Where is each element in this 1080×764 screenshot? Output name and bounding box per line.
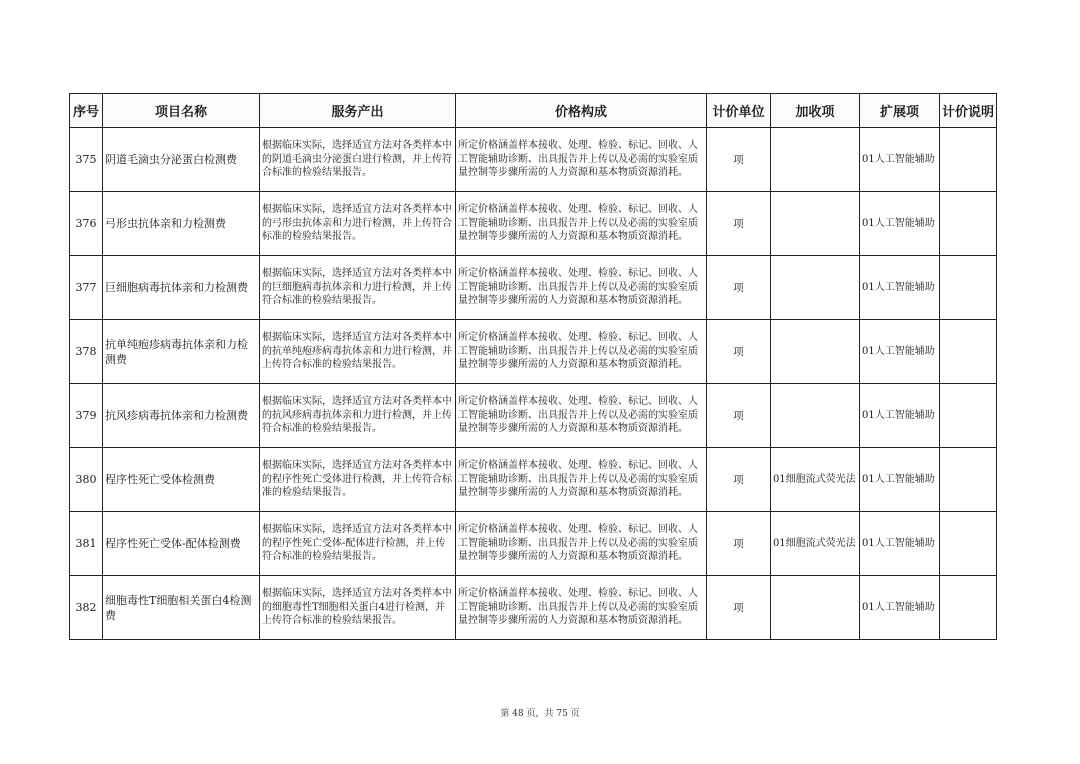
service-output: 根据临床实际，选择适宜方法对各类样本中的阴道毛滴虫分泌蛋白进行检测，并上传符合标准的检验结果报告。 — [260, 128, 456, 192]
pricing-note — [940, 320, 997, 384]
row-number: 375 — [70, 128, 103, 192]
pricing-note — [940, 128, 997, 192]
extension-item: 01人工智能辅助 — [860, 576, 940, 640]
row-number: 380 — [70, 448, 103, 512]
table-row — [70, 256, 997, 320]
price-composition: 所定价格涵盖样本接收、处理、检验、标记、回收、人工智能辅助诊断、出具报告并上传以及必需的实验室质量控制等步骤所需的人力资源和基本物质资源消耗。 — [456, 256, 707, 320]
pricing-note — [940, 256, 997, 320]
service-output: 根据临床实际，选择适宜方法对各类样本中的细胞毒性T细胞相关蛋白4进行检测，并上传符合标准的检验结果报告。 — [260, 576, 456, 640]
table-row — [70, 192, 997, 256]
col-header-name: 项目名称 — [103, 94, 260, 128]
surcharge-item: 01细胞流式荧光法 — [771, 512, 860, 576]
pricing-unit: 项 — [707, 448, 771, 512]
item-name: 阴道毛滴虫分泌蛋白检测费 — [103, 128, 260, 192]
row-number: 382 — [70, 576, 103, 640]
table-row — [70, 384, 997, 448]
pricing-unit: 项 — [707, 256, 771, 320]
surcharge-item — [771, 192, 860, 256]
item-name: 程序性死亡受体-配体检测费 — [103, 512, 260, 576]
price-composition: 所定价格涵盖样本接收、处理、检验、标记、回收、人工智能辅助诊断、出具报告并上传以及必需的实验室质量控制等步骤所需的人力资源和基本物质资源消耗。 — [456, 384, 707, 448]
pricing-unit: 项 — [707, 384, 771, 448]
surcharge-item — [771, 576, 860, 640]
pricing-note — [940, 384, 997, 448]
pricing-note — [940, 512, 997, 576]
service-output: 根据临床实际，选择适宜方法对各类样本中的巨细胞病毒抗体亲和力进行检测，并上传符合标准的检验结果报告。 — [260, 256, 456, 320]
service-output: 根据临床实际，选择适宜方法对各类样本中的弓形虫抗体亲和力进行检测，并上传符合标准的检验结果报告。 — [260, 192, 456, 256]
col-header-no: 序号 — [70, 94, 103, 128]
extension-item: 01人工智能辅助 — [860, 384, 940, 448]
service-output: 根据临床实际，选择适宜方法对各类样本中的程序性死亡受体进行检测，并上传符合标准的检验结果报告。 — [260, 448, 456, 512]
item-name: 弓形虫抗体亲和力检测费 — [103, 192, 260, 256]
item-name: 巨细胞病毒抗体亲和力检测费 — [103, 256, 260, 320]
item-name: 抗风疹病毒抗体亲和力检测费 — [103, 384, 260, 448]
pricing-note — [940, 576, 997, 640]
price-table — [69, 93, 997, 640]
surcharge-item: 01细胞流式荧光法 — [771, 448, 860, 512]
extension-item: 01人工智能辅助 — [860, 192, 940, 256]
pricing-note — [940, 192, 997, 256]
table-row — [70, 512, 997, 576]
surcharge-item — [771, 384, 860, 448]
pricing-unit: 项 — [707, 192, 771, 256]
header-row — [70, 94, 997, 128]
table-row — [70, 128, 997, 192]
col-header-note: 计价说明 — [940, 94, 997, 128]
price-composition: 所定价格涵盖样本接收、处理、检验、标记、回收、人工智能辅助诊断、出具报告并上传以及必需的实验室质量控制等步骤所需的人力资源和基本物质资源消耗。 — [456, 512, 707, 576]
price-composition: 所定价格涵盖样本接收、处理、检验、标记、回收、人工智能辅助诊断、出具报告并上传以及必需的实验室质量控制等步骤所需的人力资源和基本物质资源消耗。 — [456, 320, 707, 384]
extension-item: 01人工智能辅助 — [860, 256, 940, 320]
row-number: 378 — [70, 320, 103, 384]
col-header-price: 价格构成 — [456, 94, 707, 128]
service-output: 根据临床实际，选择适宜方法对各类样本中的程序性死亡受体-配体进行检测，并上传符合标准的检验结果报告。 — [260, 512, 456, 576]
table-row — [70, 576, 997, 640]
price-composition: 所定价格涵盖样本接收、处理、检验、标记、回收、人工智能辅助诊断、出具报告并上传以及必需的实验室质量控制等步骤所需的人力资源和基本物质资源消耗。 — [456, 576, 707, 640]
price-composition: 所定价格涵盖样本接收、处理、检验、标记、回收、人工智能辅助诊断、出具报告并上传以及必需的实验室质量控制等步骤所需的人力资源和基本物质资源消耗。 — [456, 192, 707, 256]
pricing-unit: 项 — [707, 576, 771, 640]
col-header-extension: 扩展项 — [860, 94, 940, 128]
table-row — [70, 320, 997, 384]
item-name: 细胞毒性T细胞相关蛋白4检测费 — [103, 576, 260, 640]
pricing-note — [940, 448, 997, 512]
pricing-unit: 项 — [707, 512, 771, 576]
surcharge-item — [771, 320, 860, 384]
service-output: 根据临床实际，选择适宜方法对各类样本中的抗单纯疱疹病毒抗体亲和力进行检测，并上传符合标准的检验结果报告。 — [260, 320, 456, 384]
row-number: 376 — [70, 192, 103, 256]
row-number: 379 — [70, 384, 103, 448]
surcharge-item — [771, 256, 860, 320]
item-name: 抗单纯疱疹病毒抗体亲和力检测费 — [103, 320, 260, 384]
pricing-unit: 项 — [707, 320, 771, 384]
item-name: 程序性死亡受体检测费 — [103, 448, 260, 512]
surcharge-item — [771, 128, 860, 192]
pricing-unit: 项 — [707, 128, 771, 192]
price-composition: 所定价格涵盖样本接收、处理、检验、标记、回收、人工智能辅助诊断、出具报告并上传以及必需的实验室质量控制等步骤所需的人力资源和基本物质资源消耗。 — [456, 448, 707, 512]
table-row — [70, 448, 997, 512]
extension-item: 01人工智能辅助 — [860, 320, 940, 384]
price-composition: 所定价格涵盖样本接收、处理、检验、标记、回收、人工智能辅助诊断、出具报告并上传以及必需的实验室质量控制等步骤所需的人力资源和基本物质资源消耗。 — [456, 128, 707, 192]
extension-item: 01人工智能辅助 — [860, 448, 940, 512]
row-number: 377 — [70, 256, 103, 320]
col-header-service: 服务产出 — [260, 94, 456, 128]
col-header-unit: 计价单位 — [707, 94, 771, 128]
extension-item: 01人工智能辅助 — [860, 512, 940, 576]
col-header-surcharge: 加收项 — [771, 94, 860, 128]
service-output: 根据临床实际，选择适宜方法对各类样本中的抗风疹病毒抗体亲和力进行检测，并上传符合标准的检验结果报告。 — [260, 384, 456, 448]
page-number-footer: 第 48 页，共 75 页 — [500, 709, 580, 719]
extension-item: 01人工智能辅助 — [860, 128, 940, 192]
row-number: 381 — [70, 512, 103, 576]
